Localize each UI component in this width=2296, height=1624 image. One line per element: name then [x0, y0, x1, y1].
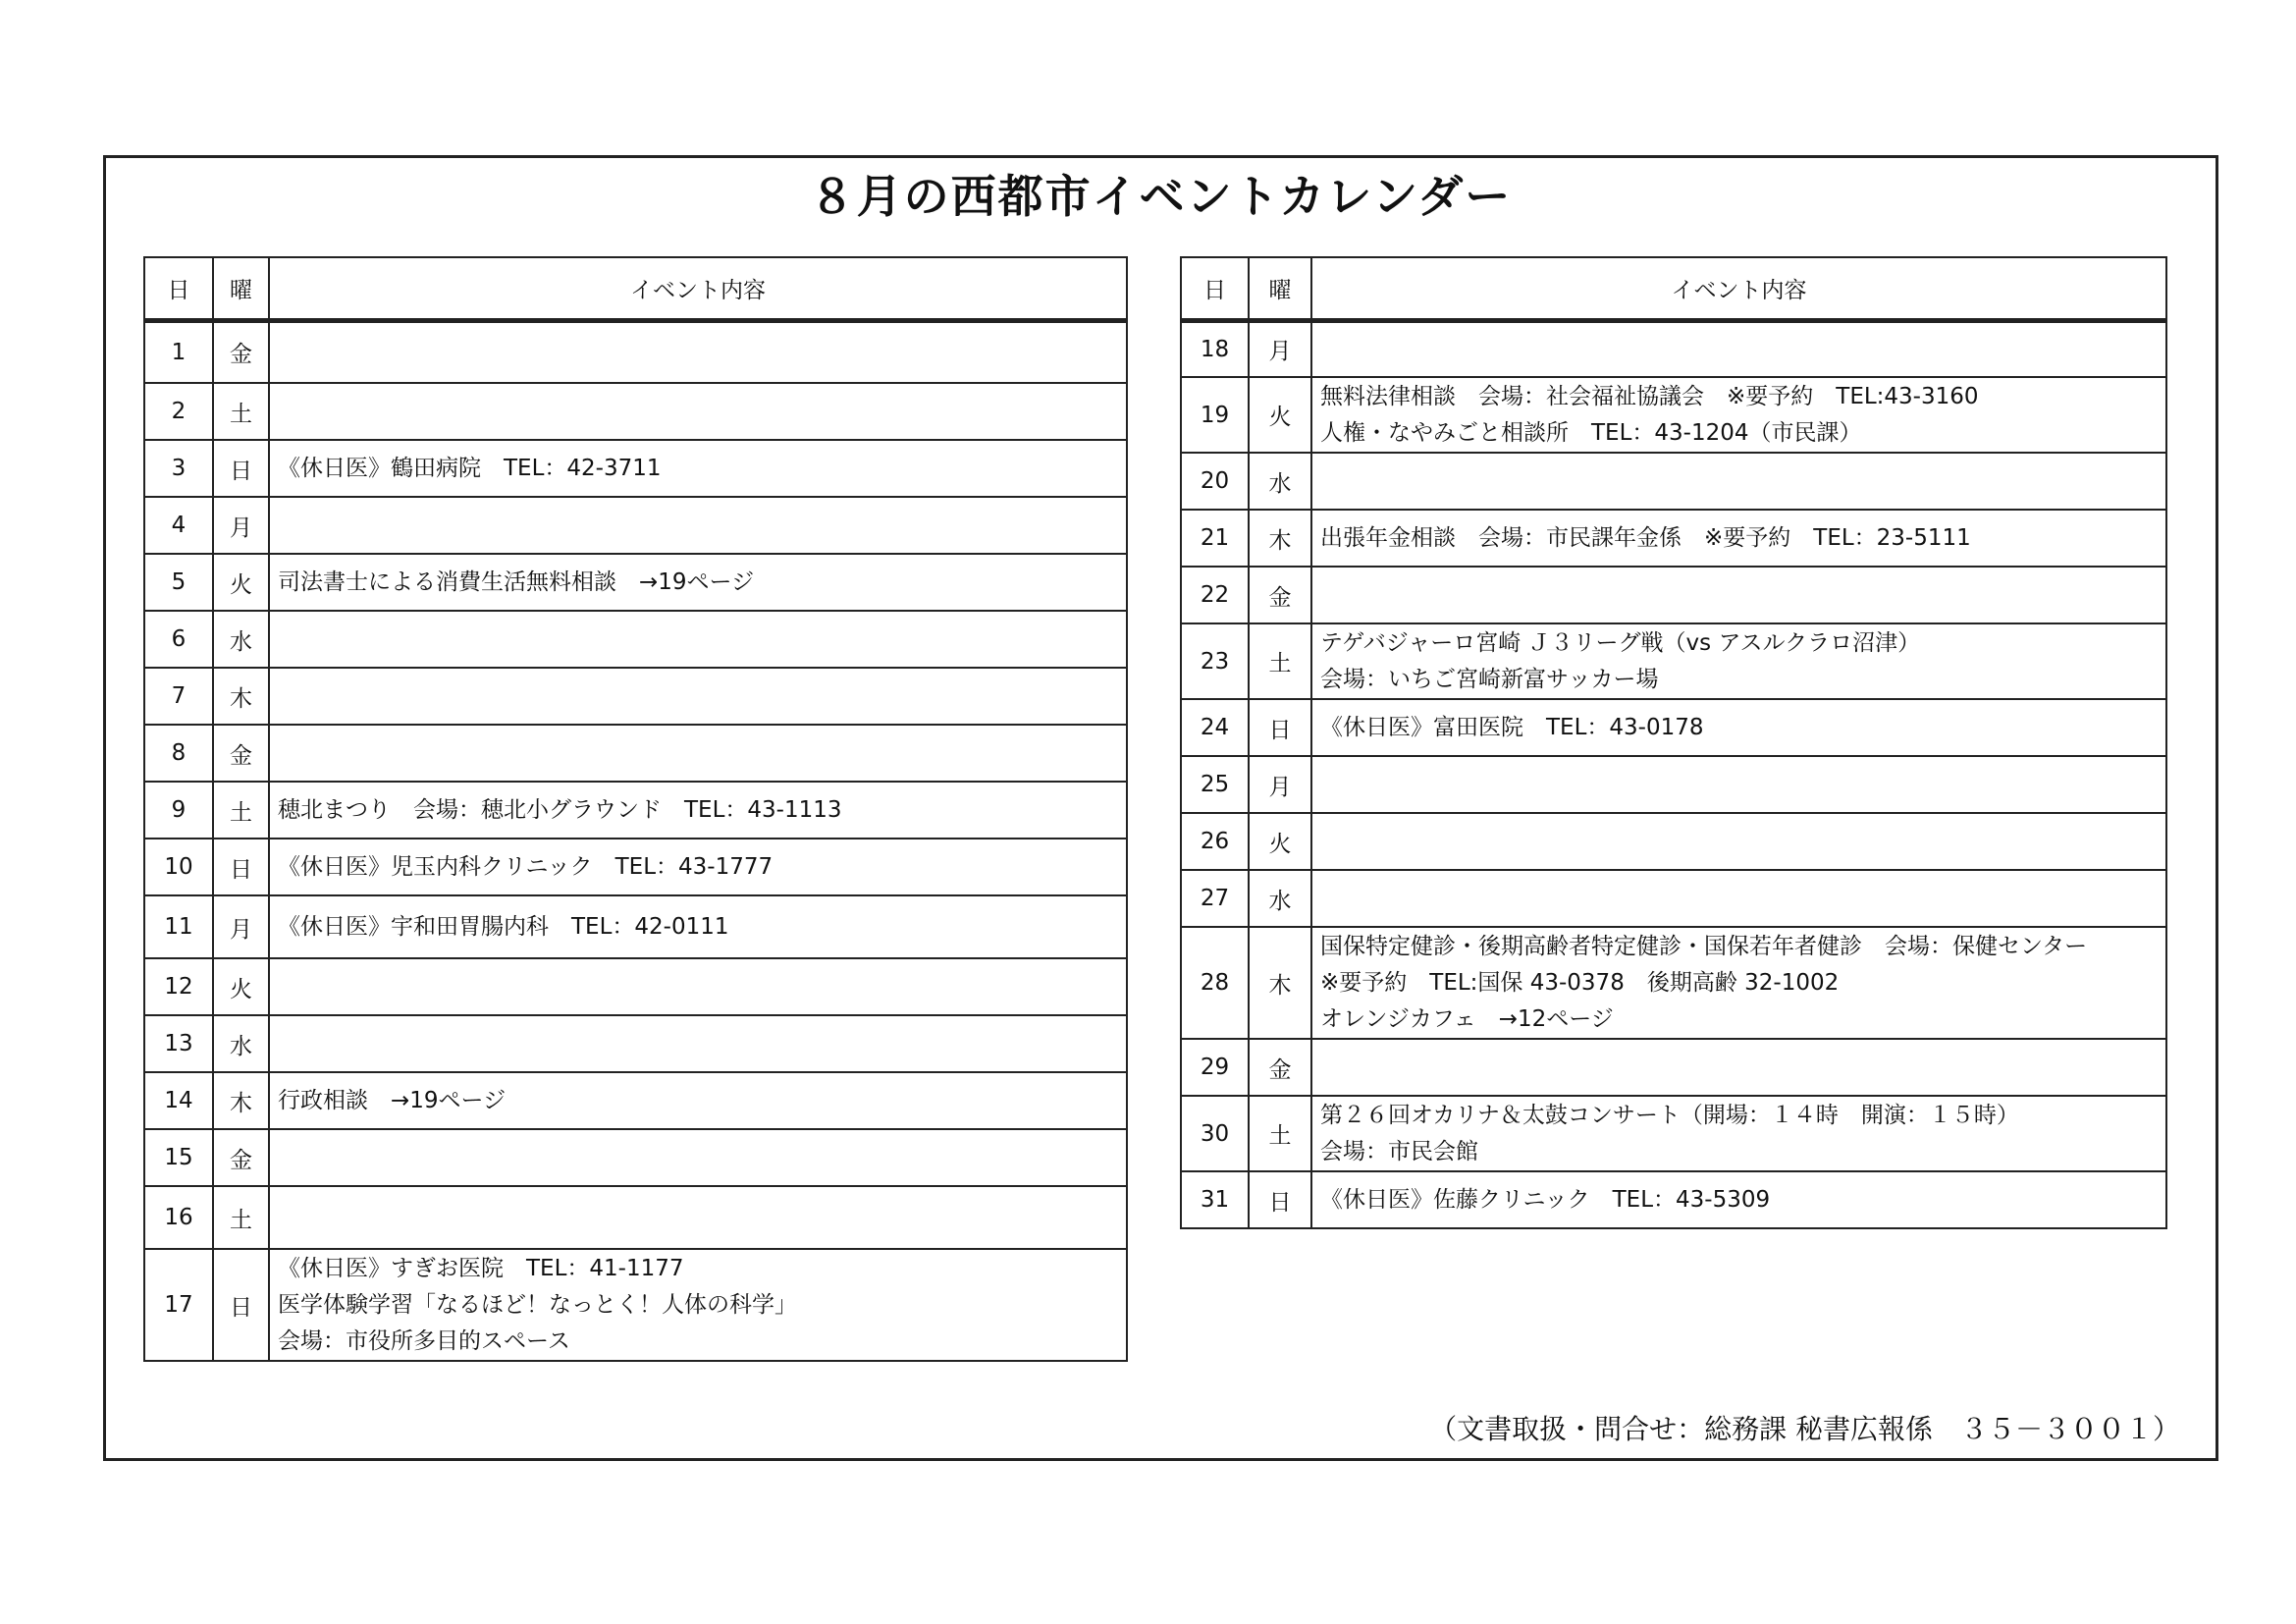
calendar-row — [1181, 623, 2166, 699]
event-line: 《休日医》児玉内科クリニック TEL：43-1777 — [278, 853, 774, 880]
event-line: 行政相談 →19ページ — [278, 1087, 507, 1113]
weekday: 水 — [213, 611, 269, 668]
event-cell — [269, 958, 1127, 1015]
day-number: 5 — [144, 554, 213, 611]
event-cell — [269, 1015, 1127, 1072]
calendar-row — [144, 668, 1127, 725]
calendar-body-left — [144, 320, 1127, 1361]
weekday: 木 — [213, 1072, 269, 1129]
calendar-row — [144, 320, 1127, 383]
day-number: 24 — [1181, 699, 1249, 756]
weekday: 土 — [213, 782, 269, 839]
event-cell — [1311, 1096, 2166, 1171]
event-cell — [269, 383, 1127, 440]
day-number: 9 — [144, 782, 213, 839]
calendar-row — [1181, 567, 2166, 623]
day-number: 17 — [144, 1249, 213, 1361]
event-line: 《休日医》宇和田胃腸内科 TEL：42-0111 — [278, 913, 729, 940]
event-cell — [269, 1186, 1127, 1249]
day-number: 2 — [144, 383, 213, 440]
event-cell — [269, 1249, 1127, 1361]
calendar-row — [1181, 870, 2166, 927]
calendar-row — [1181, 453, 2166, 510]
calendar-row — [144, 1129, 1127, 1186]
weekday: 水 — [1249, 453, 1311, 510]
day-number: 11 — [144, 895, 213, 958]
calendar-row — [144, 895, 1127, 958]
event-cell — [269, 668, 1127, 725]
calendar-row — [144, 611, 1127, 668]
header-weekday: 曜 — [213, 257, 269, 320]
calendar-row — [1181, 756, 2166, 813]
event-line: 会場：市役所多目的スペース — [278, 1327, 570, 1354]
header-row — [144, 257, 1127, 320]
calendar-row — [1181, 320, 2166, 377]
weekday: 土 — [213, 383, 269, 440]
event-cell — [1311, 699, 2166, 756]
calendar-row — [144, 839, 1127, 895]
day-number: 10 — [144, 839, 213, 895]
day-number: 19 — [1181, 377, 1249, 453]
day-number: 23 — [1181, 623, 1249, 699]
event-cell — [269, 440, 1127, 497]
calendar-row — [144, 958, 1127, 1015]
day-number: 26 — [1181, 813, 1249, 870]
weekday: 土 — [1249, 1096, 1311, 1171]
event-cell — [269, 782, 1127, 839]
weekday: 火 — [1249, 377, 1311, 453]
event-cell — [1311, 756, 2166, 813]
event-cell — [269, 839, 1127, 895]
event-cell — [1311, 320, 2166, 377]
day-number: 18 — [1181, 320, 1249, 377]
day-number: 21 — [1181, 510, 1249, 567]
event-cell — [1311, 870, 2166, 927]
event-cell — [269, 1129, 1127, 1186]
weekday: 月 — [213, 895, 269, 958]
event-line: 会場：市民会館 — [1320, 1138, 1478, 1164]
event-line: 人権・なやみごと相談所 TEL：43-1204（市民課） — [1320, 419, 1862, 446]
event-cell — [269, 895, 1127, 958]
weekday: 日 — [213, 839, 269, 895]
header-event: イベント内容 — [1311, 257, 2166, 320]
weekday: 火 — [1249, 813, 1311, 870]
event-line: テゲバジャーロ宮崎 Ｊ３リーグ戦（vs アスルクラロ沼津） — [1320, 629, 1921, 656]
weekday: 日 — [213, 1249, 269, 1361]
event-cell — [1311, 927, 2166, 1039]
day-number: 27 — [1181, 870, 1249, 927]
event-cell — [269, 497, 1127, 554]
event-cell — [269, 611, 1127, 668]
day-number: 14 — [144, 1072, 213, 1129]
calendar-row — [144, 1186, 1127, 1249]
event-cell — [1311, 623, 2166, 699]
weekday: 木 — [1249, 510, 1311, 567]
header-day: 日 — [1181, 257, 1249, 320]
weekday: 水 — [213, 1015, 269, 1072]
event-line: 《休日医》すぎお医院 TEL：41-1177 — [278, 1255, 684, 1281]
weekday: 土 — [213, 1186, 269, 1249]
event-line: 医学体験学習「なるほど！なっとく！人体の科学」 — [278, 1291, 797, 1318]
day-number: 6 — [144, 611, 213, 668]
event-line: ※要予約 TEL:国保 43-0378 後期高齢 32-1002 — [1320, 969, 1840, 996]
calendar-row — [144, 1015, 1127, 1072]
weekday: 金 — [213, 1129, 269, 1186]
event-line: 《休日医》富田医院 TEL：43-0178 — [1320, 714, 1704, 740]
day-number: 20 — [1181, 453, 1249, 510]
event-line: 国保特定健診・後期高齢者特定健診・国保若年者健診 会場：保健センター — [1320, 933, 2088, 959]
calendar-row — [144, 383, 1127, 440]
day-number: 1 — [144, 320, 213, 383]
weekday: 火 — [213, 554, 269, 611]
event-cell — [1311, 1171, 2166, 1228]
event-cell — [269, 320, 1127, 383]
event-cell — [1311, 567, 2166, 623]
header-event: イベント内容 — [269, 257, 1127, 320]
calendar-body-right — [1181, 320, 2166, 1228]
calendar-table-right — [1180, 256, 2167, 1229]
event-line: 《休日医》鶴田病院 TEL：42-3711 — [278, 455, 662, 481]
calendar-row — [144, 497, 1127, 554]
header-day: 日 — [144, 257, 213, 320]
calendar-row — [144, 782, 1127, 839]
day-number: 8 — [144, 725, 213, 782]
calendar-row — [144, 440, 1127, 497]
weekday: 月 — [1249, 756, 1311, 813]
weekday: 金 — [1249, 567, 1311, 623]
event-cell — [1311, 377, 2166, 453]
calendar-row — [144, 1072, 1127, 1129]
weekday: 月 — [213, 497, 269, 554]
calendar-table-left — [143, 256, 1128, 1362]
calendar-row — [1181, 510, 2166, 567]
calendar-row — [144, 725, 1127, 782]
event-line: 司法書士による消費生活無料相談 →19ページ — [278, 568, 755, 595]
weekday: 金 — [1249, 1039, 1311, 1096]
event-cell — [269, 1072, 1127, 1129]
day-number: 4 — [144, 497, 213, 554]
weekday: 木 — [213, 668, 269, 725]
weekday: 土 — [1249, 623, 1311, 699]
day-number: 12 — [144, 958, 213, 1015]
day-number: 15 — [144, 1129, 213, 1186]
weekday: 日 — [1249, 1171, 1311, 1228]
weekday: 月 — [1249, 320, 1311, 377]
event-cell — [1311, 1039, 2166, 1096]
event-line: 第２６回オカリナ＆太鼓コンサート（開場：１４時 開演：１５時） — [1320, 1102, 2019, 1128]
event-line: オレンジカフェ →12ページ — [1320, 1005, 1614, 1032]
day-number: 25 — [1181, 756, 1249, 813]
event-cell — [1311, 510, 2166, 567]
calendar-row — [1181, 1039, 2166, 1096]
day-number: 16 — [144, 1186, 213, 1249]
header-weekday: 曜 — [1249, 257, 1311, 320]
event-line: 出張年金相談 会場：市民課年金係 ※要予約 TEL：23-5111 — [1320, 524, 1971, 551]
footer-contact: （文書取扱・問合せ：総務課 秘書広報係 ３５－３００１） — [1429, 1413, 2180, 1445]
event-cell — [1311, 453, 2166, 510]
calendar-row — [144, 554, 1127, 611]
weekday: 木 — [1249, 927, 1311, 1039]
event-cell — [1311, 813, 2166, 870]
weekday: 金 — [213, 320, 269, 383]
calendar-row — [1181, 699, 2166, 756]
calendar-row — [1181, 377, 2166, 453]
day-number: 22 — [1181, 567, 1249, 623]
day-number: 30 — [1181, 1096, 1249, 1171]
day-number: 31 — [1181, 1171, 1249, 1228]
event-cell — [269, 725, 1127, 782]
day-number: 7 — [144, 668, 213, 725]
calendar-row — [144, 1249, 1127, 1361]
header-row — [1181, 257, 2166, 320]
event-line: 《休日医》佐藤クリニック TEL：43-5309 — [1320, 1186, 1771, 1213]
calendar-row — [1181, 927, 2166, 1039]
calendar-row — [1181, 1171, 2166, 1228]
event-cell — [269, 554, 1127, 611]
page-title: ８月の西都市イベントカレンダー — [809, 170, 1513, 223]
event-line: 会場：いちご宮崎新富サッカー場 — [1320, 666, 1659, 692]
calendar-row — [1181, 813, 2166, 870]
day-number: 3 — [144, 440, 213, 497]
weekday: 日 — [1249, 699, 1311, 756]
day-number: 28 — [1181, 927, 1249, 1039]
event-line: 無料法律相談 会場：社会福祉協議会 ※要予約 TEL:43-3160 — [1320, 383, 1979, 409]
weekday: 火 — [213, 958, 269, 1015]
day-number: 13 — [144, 1015, 213, 1072]
calendar-frame — [103, 155, 2218, 1461]
calendar-row — [1181, 1096, 2166, 1171]
weekday: 金 — [213, 725, 269, 782]
weekday: 日 — [213, 440, 269, 497]
event-line: 穂北まつり 会場：穂北小グラウンド TEL：43-1113 — [278, 796, 842, 823]
day-number: 29 — [1181, 1039, 1249, 1096]
weekday: 水 — [1249, 870, 1311, 927]
